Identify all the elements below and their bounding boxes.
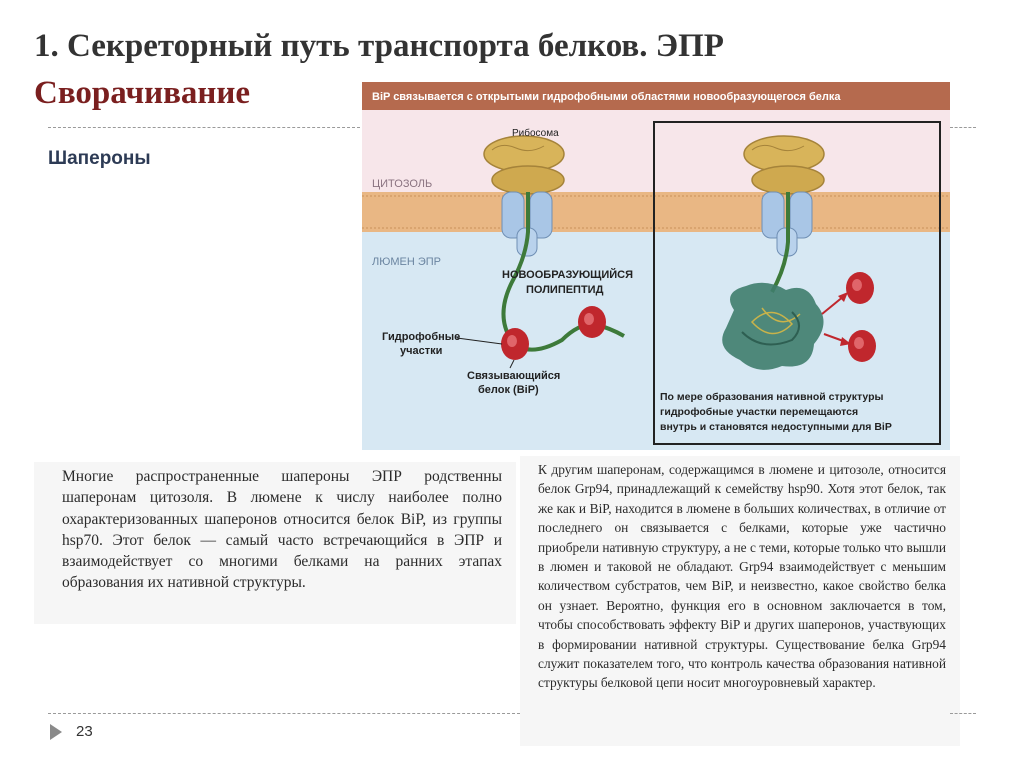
bip-left	[501, 328, 529, 360]
bip-label-1: Связывающийся	[467, 370, 561, 382]
section-heading: Шапероны	[48, 148, 151, 169]
right-text-block: К другим шаперонам, содержащимся в люмене и цитозоле, относится белок Grp94, принадлежащий к семейству hsp90. Хотя этот белок, так же как и BiP, находится в люмене в больших количествах, в отличие от последнего он связывается с белками, которые уже частично приобрели нативную структуру, а не с теми, которые только что вышли в люмен и таковой не обладают. Grp94 взаимодействует с меньшим количеством субстратов, чем BiP, и неизвестно, какое свойство белка он узнает. Вероятно, функция его в основном заключается в том, чтобы способствовать эффекту BiP и других шаперонов, участвующих в формировании нативной структуры. Существование белка Grp94 служит показателем того, что контроль качества образования нативной структуры белковой цепи носит многоуровневый характер.	[538, 462, 946, 691]
cytosol-label: ЦИТОЗОЛЬ	[372, 178, 433, 190]
page-title: 1. Секреторный путь транспорта белков. ЭПР	[34, 28, 724, 64]
caption-line-1: По мере образования нативной структуры	[660, 391, 884, 403]
divider-top-right	[950, 127, 976, 128]
ribosome-right	[744, 136, 824, 194]
bip-released-2	[848, 330, 876, 362]
page-number: 23	[76, 723, 93, 740]
chaperone-figure	[362, 82, 950, 450]
divider-bottom	[48, 713, 520, 714]
bip-left-2	[578, 306, 606, 338]
bip-label-2: белок (BiP)	[478, 384, 539, 396]
divider-top-left	[48, 127, 360, 128]
hydrophobic-label-2: участки	[400, 345, 443, 357]
ribosome-left	[484, 136, 564, 194]
figure-header-text: BiP связывается с открытыми гидрофобными областями новообразующегося белка	[372, 91, 841, 103]
caption-line-2: гидрофобные участки перемещаются	[660, 406, 859, 418]
triangle-right-icon[interactable]	[48, 722, 64, 747]
bip-released-1	[846, 272, 874, 304]
folded-protein	[722, 283, 823, 370]
hydrophobic-label-1: Гидрофобные	[382, 331, 461, 343]
page-subtitle-heading: Сворачивание	[34, 75, 251, 111]
left-text-block: Многие распространенные шапероны ЭПР родственны шаперонам цитозоля. В люмене к числу наиболее полно охарактеризованных шаперонов относится белок BiP, из группы hsp70. Этот белок — самый часто встречающийся в ЭПР и взаимодействует со многими белками на ранних этапах образования их нативной структуры.	[62, 468, 502, 592]
er-membrane	[362, 192, 950, 232]
polypeptide-label-2: ПОЛИПЕПТИД	[526, 284, 604, 296]
ribosome-label: Рибосома	[512, 128, 559, 139]
caption-line-3: внутрь и становятся недоступными для BiP	[660, 421, 892, 433]
divider-bottom-right	[950, 713, 976, 714]
er-lumen-label: ЛЮМЕН ЭПР	[372, 256, 441, 268]
polypeptide-label-1: НОВООБРАЗУЮЩИЙСЯ	[502, 269, 634, 281]
